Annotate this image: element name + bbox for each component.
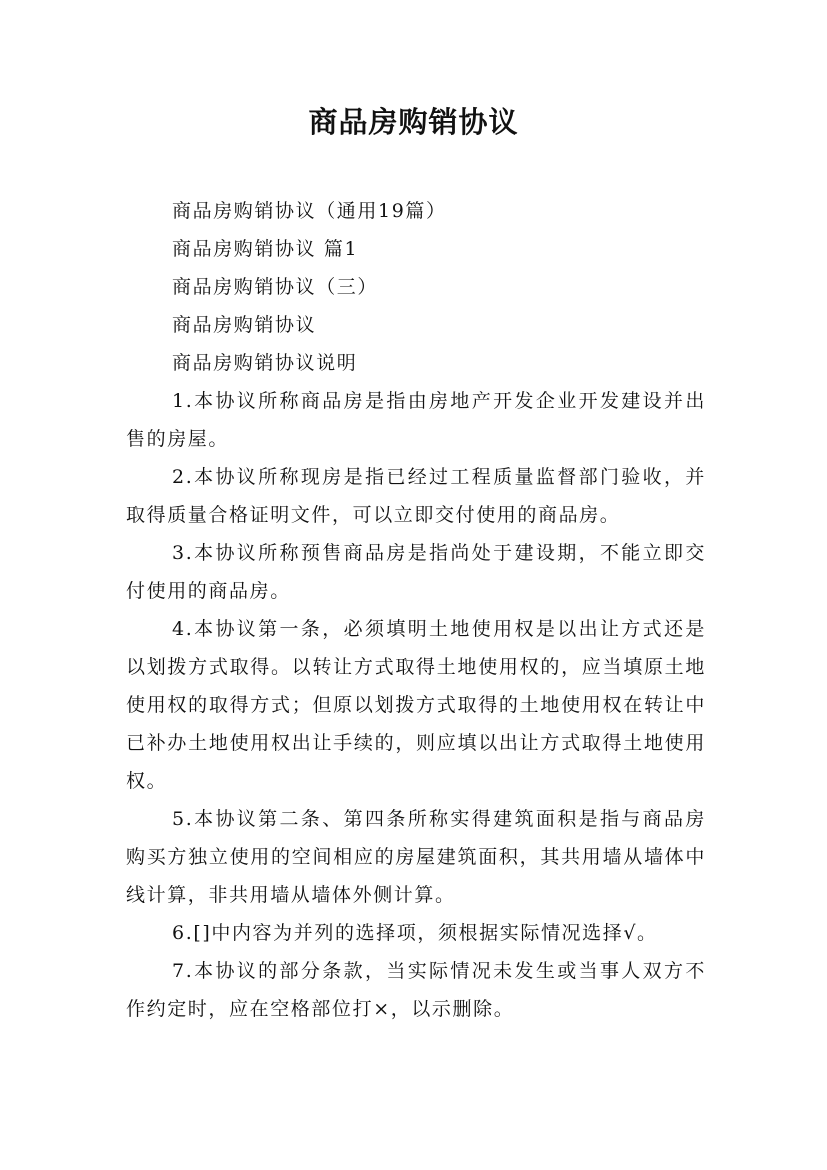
- paragraph-5: 5.本协议第二条、第四条所称实得建筑面积是指与商品房购买方独立使用的空间相应的房屋建筑面积，其共用墙从墙体中线计算，非共用墙从墙体外侧计算。: [126, 808, 706, 906]
- toc-line: 商品房购销协议（三）: [172, 276, 379, 298]
- paragraph-1: 1.本协议所称商品房是指由房地产开发企业开发建设并出售的房屋。: [126, 390, 706, 450]
- paragraph-3: 3.本协议所称预售商品房是指尚处于建设期，不能立即交付使用的商品房。: [126, 542, 706, 602]
- toc-line: 商品房购销协议: [172, 314, 317, 336]
- toc-line: 商品房购销协议 篇1: [172, 238, 359, 260]
- paragraph-4: 4.本协议第一条，必须填明土地使用权是以出让方式还是以划拨方式取得。以转让方式取得土地使用权的，应当填原土地使用权的取得方式；但原以划拨方式取得的土地使用权在转让中已补办土地使用权出让手续的，则应填以出让方式取得土地使用权。: [126, 618, 706, 792]
- toc-line: 商品房购销协议（通用19篇）: [172, 200, 447, 222]
- document-body: [126, 192, 706, 1028]
- paragraph-6: 6.[]中内容为并列的选择项，须根据实际情况选择√。: [172, 922, 658, 944]
- paragraph-7: 7.本协议的部分条款，当实际情况未发生或当事人双方不作约定时，应在空格部位打×，以示删除。: [126, 960, 706, 1020]
- toc-line: 商品房购销协议说明: [172, 352, 358, 374]
- document-title: 商品房购销协议: [308, 105, 519, 139]
- paragraph-2: 2.本协议所称现房是指已经过工程质量监督部门验收，并取得质量合格证明文件，可以立即交付使用的商品房。: [126, 466, 706, 526]
